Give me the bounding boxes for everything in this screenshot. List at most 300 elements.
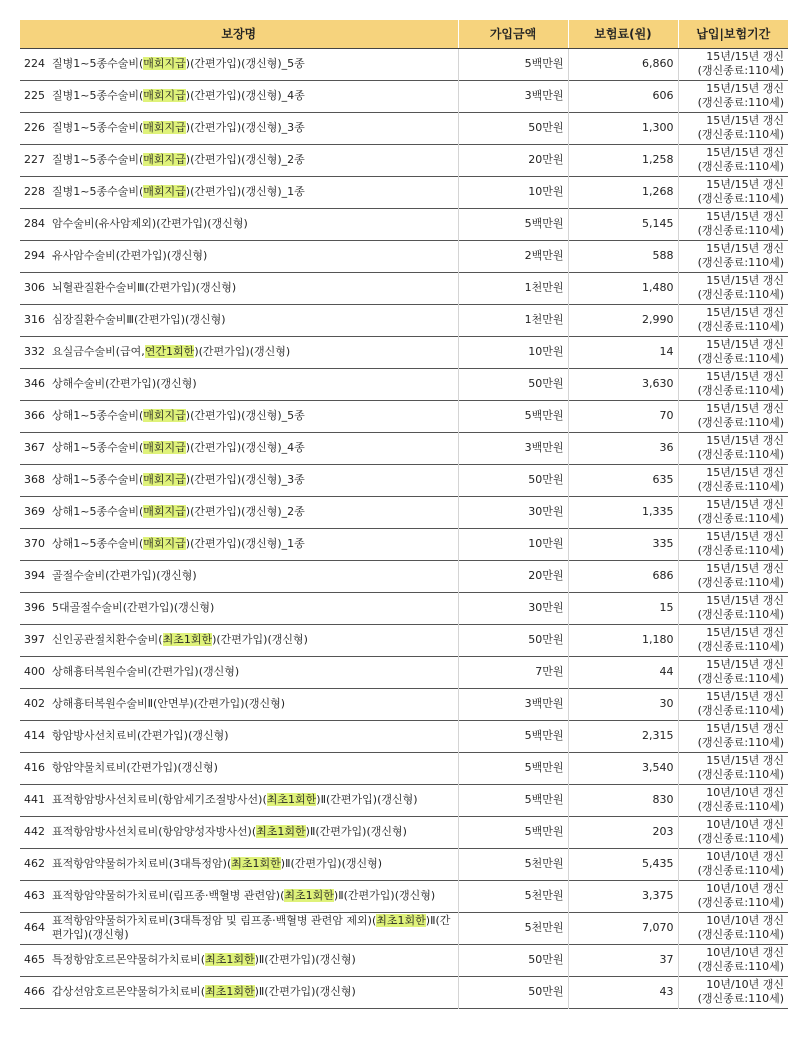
coverage-name-suffix: )(간편가입)(갱신형)_5종: [185, 409, 305, 422]
coverage-name-wrap: [24, 313, 454, 327]
coverage-name: [52, 601, 454, 615]
term-period: 15년/15년 갱신: [706, 274, 784, 287]
row-number: 463: [24, 889, 45, 902]
term-period: 15년/15년 갱신: [706, 626, 784, 639]
term-renewal-end: (갱신종료:110세): [697, 960, 784, 973]
coverage-name: [52, 857, 454, 871]
coverage-name-cell: [20, 816, 458, 848]
table-row: [20, 592, 788, 624]
coverage-name-wrap: [24, 729, 454, 743]
term-period: 15년/15년 갱신: [706, 690, 784, 703]
term-period: 15년/15년 갱신: [706, 754, 784, 767]
coverage-name-wrap: [24, 914, 454, 942]
term-cell: [678, 528, 788, 560]
term-cell: [678, 656, 788, 688]
amount-cell: 3백만원: [458, 432, 568, 464]
row-number: 306: [24, 281, 45, 294]
coverage-name-cell: [20, 912, 458, 944]
coverage-highlight: 최초1회한: [376, 914, 426, 927]
coverage-name-suffix: )(간편가입)(갱신형)_2종: [185, 153, 305, 166]
table-row: [20, 144, 788, 176]
premium-cell: 70: [568, 400, 678, 432]
coverage-highlight: 매회지급: [143, 153, 186, 166]
row-number: 228: [24, 185, 45, 198]
premium-cell: 43: [568, 976, 678, 1008]
coverage-name-text: 유사암수술비(간편가입)(갱신형): [52, 249, 208, 262]
amount-cell: 7만원: [458, 656, 568, 688]
amount-cell: 3백만원: [458, 688, 568, 720]
row-number: 346: [24, 377, 45, 390]
coverage-highlight: 매회지급: [143, 441, 186, 454]
table-row: [20, 720, 788, 752]
term-cell: [678, 560, 788, 592]
amount-cell: 10만원: [458, 176, 568, 208]
term-renewal-end: (갱신종료:110세): [697, 320, 784, 333]
coverage-name-text: 질병1~5종수술비(: [52, 153, 144, 166]
amount-cell: 50만원: [458, 368, 568, 400]
row-number: 316: [24, 313, 45, 326]
amount-cell: 2백만원: [458, 240, 568, 272]
term-renewal-end: (갱신종료:110세): [697, 192, 784, 205]
amount-cell: 1천만원: [458, 272, 568, 304]
term-period: 10년/10년 갱신: [706, 946, 784, 959]
coverage-name-suffix: )Ⅱ(간편가입)(갱신형): [280, 857, 383, 870]
amount-cell: 50만원: [458, 624, 568, 656]
coverage-name-text: 질병1~5종수술비(: [52, 89, 144, 102]
coverage-name-text: 암수술비(유사암제외)(간편가입)(갱신형): [52, 217, 248, 230]
premium-cell: 14: [568, 336, 678, 368]
coverage-name: [52, 121, 454, 135]
coverage-name-wrap: [24, 473, 454, 487]
coverage-name-wrap: [24, 985, 454, 999]
term-renewal-end: (갱신종료:110세): [697, 928, 784, 941]
coverage-name-suffix: )Ⅱ(간편가입)(갱신형): [316, 793, 418, 806]
coverage-name-cell: [20, 848, 458, 880]
table-row: [20, 432, 788, 464]
table-row: [20, 464, 788, 496]
term-period: 10년/10년 갱신: [706, 786, 784, 799]
coverage-name-suffix: )(간편가입)(갱신형)_5종: [185, 57, 305, 70]
coverage-name-suffix: )(간편가입)(갱신형)_1종: [185, 537, 305, 550]
term-renewal-end: (갱신종료:110세): [697, 736, 784, 749]
coverage-highlight: 매회지급: [143, 121, 186, 134]
coverage-name-wrap: [24, 665, 454, 679]
term-renewal-end: (갱신종료:110세): [697, 704, 784, 717]
term-renewal-end: (갱신종료:110세): [697, 416, 784, 429]
term-renewal-end: (갱신종료:110세): [697, 480, 784, 493]
coverage-name-cell: [20, 656, 458, 688]
coverage-name-cell: [20, 464, 458, 496]
row-number: 464: [24, 921, 45, 934]
coverage-name: [52, 377, 454, 391]
coverage-name: [52, 729, 454, 743]
coverage-highlight: 최초1회한: [205, 953, 255, 966]
premium-cell: 5,435: [568, 848, 678, 880]
coverage-name-wrap: [24, 441, 454, 455]
coverage-name-suffix: )(간편가입)(갱신형)_4종: [185, 441, 305, 454]
coverage-name-cell: [20, 560, 458, 592]
coverage-highlight: 최초1회한: [231, 857, 281, 870]
amount-cell: 5백만원: [458, 816, 568, 848]
coverage-name-wrap: [24, 601, 454, 615]
row-number: 225: [24, 89, 45, 102]
term-cell: [678, 944, 788, 976]
term-period: 15년/15년 갱신: [706, 466, 784, 479]
header-coverage-name: 보장명: [20, 20, 458, 48]
amount-cell: 5천만원: [458, 880, 568, 912]
coverage-name-suffix: )(간편가입)(갱신형): [212, 633, 308, 646]
coverage-name-text: 질병1~5종수술비(: [52, 185, 144, 198]
term-cell: [678, 720, 788, 752]
header-term: 납입|보험기간: [678, 20, 788, 48]
term-cell: [678, 80, 788, 112]
row-number: 332: [24, 345, 45, 358]
term-period: 10년/10년 갱신: [706, 850, 784, 863]
term-period: 10년/10년 갱신: [706, 914, 784, 927]
coverage-name-cell: [20, 432, 458, 464]
amount-cell: 50만원: [458, 464, 568, 496]
coverage-name-suffix: )(간편가입)(갱신형)_1종: [185, 185, 305, 198]
coverage-name-text: 항암방사선치료비(간편가입)(갱신형): [52, 729, 229, 742]
coverage-highlight: 매회지급: [143, 537, 186, 550]
premium-cell: 3,630: [568, 368, 678, 400]
premium-cell: 1,258: [568, 144, 678, 176]
term-period: 15년/15년 갱신: [706, 402, 784, 415]
row-number: 227: [24, 153, 45, 166]
row-number: 442: [24, 825, 45, 838]
term-cell: [678, 624, 788, 656]
coverage-name-cell: [20, 144, 458, 176]
coverage-name: [52, 985, 454, 999]
term-period: 15년/15년 갱신: [706, 50, 784, 63]
coverage-name-cell: [20, 208, 458, 240]
term-renewal-end: (갱신종료:110세): [697, 992, 784, 1005]
premium-cell: 635: [568, 464, 678, 496]
row-number: 441: [24, 793, 45, 806]
row-number: 226: [24, 121, 45, 134]
table-row: [20, 336, 788, 368]
premium-cell: 2,315: [568, 720, 678, 752]
coverage-name-text: 항암약물치료비(간편가입)(갱신형): [52, 761, 218, 774]
coverage-name-wrap: [24, 537, 454, 551]
coverage-name: [52, 505, 454, 519]
coverage-highlight: 최초1회한: [205, 985, 255, 998]
coverage-name-wrap: [24, 889, 454, 903]
term-cell: [678, 48, 788, 80]
coverage-name-text: 상해1~5종수술비(: [52, 537, 144, 550]
term-cell: [678, 752, 788, 784]
coverage-name-text: 질병1~5종수술비(: [52, 121, 144, 134]
coverage-name: [52, 761, 454, 775]
premium-cell: 37: [568, 944, 678, 976]
term-renewal-end: (갱신종료:110세): [697, 640, 784, 653]
coverage-name: [52, 249, 454, 263]
coverage-name-suffix: )(간편가입)(갱신형)_3종: [185, 121, 305, 134]
table-row: [20, 400, 788, 432]
term-period: 10년/10년 갱신: [706, 882, 784, 895]
premium-cell: 7,070: [568, 912, 678, 944]
coverage-name-text: 심장질환수술비Ⅲ(간편가입)(갱신형): [52, 313, 226, 326]
coverage-name-cell: [20, 976, 458, 1008]
coverage-highlight: 매회지급: [143, 473, 186, 486]
premium-cell: 36: [568, 432, 678, 464]
coverage-name-text: 뇌혈관질환수술비Ⅲ(간편가입)(갱신형): [52, 281, 237, 294]
row-number: 370: [24, 537, 45, 550]
coverage-name-text: 상해수술비(간편가입)(갱신형): [52, 377, 197, 390]
coverage-highlight: 최초1회한: [256, 825, 306, 838]
coverage-name-wrap: [24, 89, 454, 103]
amount-cell: 5백만원: [458, 208, 568, 240]
coverage-highlight: 최초1회한: [266, 793, 317, 806]
amount-cell: 5백만원: [458, 48, 568, 80]
amount-cell: 50만원: [458, 976, 568, 1008]
term-renewal-end: (갱신종료:110세): [697, 768, 784, 781]
table-row: [20, 880, 788, 912]
table-row: [20, 752, 788, 784]
row-number: 224: [24, 57, 45, 70]
term-cell: [678, 176, 788, 208]
coverage-name-cell: [20, 240, 458, 272]
coverage-name-cell: [20, 368, 458, 400]
table-row: [20, 784, 788, 816]
term-renewal-end: (갱신종료:110세): [697, 96, 784, 109]
row-number: 416: [24, 761, 45, 774]
coverage-name-wrap: [24, 825, 454, 839]
term-period: 15년/15년 갱신: [706, 722, 784, 735]
term-period: 15년/15년 갱신: [706, 114, 784, 127]
coverage-name-cell: [20, 592, 458, 624]
coverage-name-cell: [20, 272, 458, 304]
amount-cell: 3백만원: [458, 80, 568, 112]
term-renewal-end: (갱신종료:110세): [697, 160, 784, 173]
term-period: 15년/15년 갱신: [706, 530, 784, 543]
row-number: 368: [24, 473, 45, 486]
coverage-name-text: 표적항암약물허가치료비(3대특정암 및 림프종·백혈병 관련암 제외)(: [52, 914, 377, 927]
coverage-name-wrap: [24, 281, 454, 295]
term-renewal-end: (갱신종료:110세): [697, 864, 784, 877]
term-renewal-end: (갱신종료:110세): [697, 128, 784, 141]
table-row: [20, 528, 788, 560]
coverage-name-text: 표적항암방사선치료비(항암세기조절방사선)(: [52, 793, 267, 806]
coverage-name-wrap: [24, 505, 454, 519]
coverage-name-wrap: [24, 409, 454, 423]
coverage-name-cell: [20, 80, 458, 112]
row-number: 284: [24, 217, 45, 230]
coverage-name-cell: [20, 752, 458, 784]
coverage-name-cell: [20, 48, 458, 80]
coverage-name-wrap: [24, 697, 454, 711]
coverage-name: [52, 569, 454, 583]
table-row: [20, 48, 788, 80]
term-cell: [678, 464, 788, 496]
term-period: 15년/15년 갱신: [706, 594, 784, 607]
coverage-name-wrap: [24, 249, 454, 263]
term-cell: [678, 848, 788, 880]
coverage-name-cell: [20, 176, 458, 208]
term-renewal-end: (갱신종료:110세): [697, 352, 784, 365]
row-number: 466: [24, 985, 45, 998]
coverage-name: [52, 914, 454, 942]
table-row: [20, 816, 788, 848]
coverage-name-wrap: [24, 121, 454, 135]
header-premium: 보험료(원): [568, 20, 678, 48]
coverage-name-suffix: )Ⅱ(간편가입)(갱신형): [254, 953, 356, 966]
term-renewal-end: (갱신종료:110세): [697, 288, 784, 301]
coverage-name-cell: [20, 784, 458, 816]
amount-cell: 30만원: [458, 496, 568, 528]
coverage-name-cell: [20, 304, 458, 336]
term-renewal-end: (갱신종료:110세): [697, 384, 784, 397]
amount-cell: 10만원: [458, 336, 568, 368]
coverage-name-text: 요실금수술비(급여,: [52, 345, 145, 358]
coverage-highlight: 매회지급: [143, 57, 186, 70]
term-renewal-end: (갱신종료:110세): [697, 512, 784, 525]
term-period: 15년/15년 갱신: [706, 498, 784, 511]
premium-cell: 3,540: [568, 752, 678, 784]
term-renewal-end: (갱신종료:110세): [697, 224, 784, 237]
term-cell: [678, 496, 788, 528]
coverage-name-suffix: )(간편가입)(갱신형)_4종: [185, 89, 305, 102]
coverage-name: [52, 281, 454, 295]
amount-cell: 5천만원: [458, 912, 568, 944]
row-number: 400: [24, 665, 45, 678]
coverage-name-wrap: [24, 953, 454, 967]
coverage-name-text: 상해1~5종수술비(: [52, 409, 144, 422]
premium-cell: 335: [568, 528, 678, 560]
term-cell: [678, 784, 788, 816]
coverage-name-cell: [20, 720, 458, 752]
term-cell: [678, 272, 788, 304]
premium-cell: 6,860: [568, 48, 678, 80]
row-number: 402: [24, 697, 45, 710]
coverage-name: [52, 665, 454, 679]
coverage-name-cell: [20, 688, 458, 720]
row-number: 414: [24, 729, 45, 742]
coverage-name-cell: [20, 528, 458, 560]
coverage-name-text: 상해1~5종수술비(: [52, 505, 144, 518]
premium-cell: 2,990: [568, 304, 678, 336]
coverage-name-text: 골절수술비(간편가입)(갱신형): [52, 569, 197, 582]
coverage-name: [52, 793, 454, 807]
term-period: 15년/15년 갱신: [706, 178, 784, 191]
coverage-name-wrap: [24, 153, 454, 167]
coverage-table: [20, 20, 788, 1009]
term-renewal-end: (갱신종료:110세): [697, 896, 784, 909]
coverage-name-suffix: )Ⅱ(간편가입)(갱신형): [52, 914, 451, 941]
term-period: 15년/15년 갱신: [706, 338, 784, 351]
term-cell: [678, 976, 788, 1008]
coverage-highlight: 연간1회한: [144, 345, 195, 358]
coverage-name: [52, 313, 454, 327]
table-header-row: [20, 20, 788, 48]
amount-cell: 5백만원: [458, 752, 568, 784]
term-period: 15년/15년 갱신: [706, 146, 784, 159]
coverage-name: [52, 441, 454, 455]
premium-cell: 3,375: [568, 880, 678, 912]
term-cell: [678, 304, 788, 336]
table-row: [20, 656, 788, 688]
table-row: [20, 976, 788, 1008]
table-row: [20, 624, 788, 656]
coverage-name-wrap: [24, 185, 454, 199]
table-row: [20, 368, 788, 400]
header-amount: 가입금액: [458, 20, 568, 48]
table-row: [20, 240, 788, 272]
term-cell: [678, 240, 788, 272]
premium-cell: 15: [568, 592, 678, 624]
row-number: 367: [24, 441, 45, 454]
premium-cell: 5,145: [568, 208, 678, 240]
amount-cell: 5천만원: [458, 848, 568, 880]
term-cell: [678, 368, 788, 400]
coverage-name: [52, 57, 454, 71]
coverage-highlight: 매회지급: [143, 505, 186, 518]
term-cell: [678, 880, 788, 912]
amount-cell: 20만원: [458, 560, 568, 592]
row-number: 294: [24, 249, 45, 262]
coverage-name-text: 표적항암약물허가치료비(림프종·백혈병 관련암)(: [52, 889, 285, 902]
term-period: 15년/15년 갱신: [706, 434, 784, 447]
term-cell: [678, 336, 788, 368]
row-number: 394: [24, 569, 45, 582]
premium-cell: 606: [568, 80, 678, 112]
table-body: [20, 48, 788, 1008]
table-row: [20, 496, 788, 528]
coverage-name-text: 상해흉터복원수술비(간편가입)(갱신형): [52, 665, 240, 678]
coverage-name-text: 질병1~5종수술비(: [52, 57, 144, 70]
amount-cell: 50만원: [458, 944, 568, 976]
table-row: [20, 80, 788, 112]
term-cell: [678, 400, 788, 432]
premium-cell: 686: [568, 560, 678, 592]
term-cell: [678, 112, 788, 144]
term-renewal-end: (갱신종료:110세): [697, 544, 784, 557]
table-row: [20, 848, 788, 880]
term-cell: [678, 912, 788, 944]
coverage-name-cell: [20, 336, 458, 368]
coverage-name: [52, 153, 454, 167]
coverage-name-wrap: [24, 569, 454, 583]
coverage-highlight: 매회지급: [143, 89, 186, 102]
coverage-name-wrap: [24, 217, 454, 231]
coverage-name: [52, 825, 454, 839]
coverage-name-wrap: [24, 345, 454, 359]
term-period: 15년/15년 갱신: [706, 370, 784, 383]
coverage-name-text: 표적항암약물허가치료비(3대특정암)(: [52, 857, 232, 870]
coverage-name-cell: [20, 624, 458, 656]
table-row: [20, 304, 788, 336]
row-number: 369: [24, 505, 45, 518]
coverage-name: [52, 953, 454, 967]
row-number: 397: [24, 633, 45, 646]
term-renewal-end: (갱신종료:110세): [697, 608, 784, 621]
coverage-name-suffix: )Ⅱ(간편가입)(갱신형): [254, 985, 356, 998]
coverage-highlight: 최초1회한: [284, 889, 334, 902]
coverage-highlight: 매회지급: [143, 185, 186, 198]
coverage-name-cell: [20, 112, 458, 144]
coverage-name-cell: [20, 944, 458, 976]
term-renewal-end: (갱신종료:110세): [697, 256, 784, 269]
coverage-name-wrap: [24, 793, 454, 807]
coverage-name: [52, 89, 454, 103]
table-row: [20, 944, 788, 976]
coverage-name: [52, 537, 454, 551]
coverage-name-cell: [20, 400, 458, 432]
table-row: [20, 560, 788, 592]
premium-cell: 44: [568, 656, 678, 688]
premium-cell: 1,300: [568, 112, 678, 144]
coverage-name-suffix: )Ⅱ(간편가입)(갱신형): [305, 825, 407, 838]
